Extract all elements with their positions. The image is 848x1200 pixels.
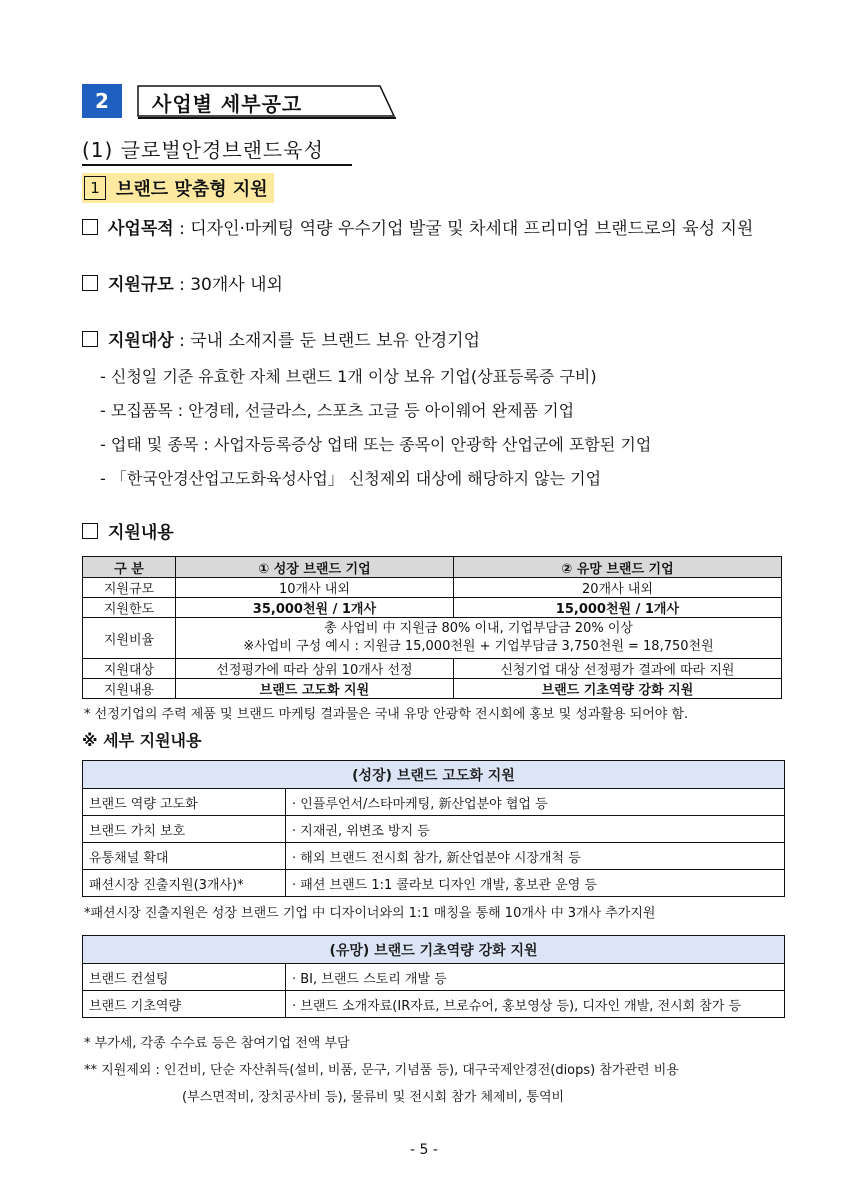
table-header: ② 유망 브랜드 기업 bbox=[453, 557, 781, 578]
cell-growth: 35,000천원 / 1개사 bbox=[176, 598, 454, 618]
table-header: 구 분 bbox=[83, 557, 176, 578]
target-bullet: - 업태 및 종목 : 사업자등록증상 업태 또는 종목이 안광학 산업군에 포함된 기업 bbox=[100, 435, 652, 454]
item-highlight bbox=[82, 173, 274, 203]
item-heading bbox=[82, 173, 274, 203]
table-row bbox=[83, 991, 785, 1018]
table-header-row bbox=[83, 761, 785, 789]
note-1: * 선정기업의 주력 제품 및 브랜드 마케팅 결과물은 국내 유망 안광학 전시회에 홍보 및 성과활용 되어야 함. bbox=[84, 707, 689, 722]
table-header: ① 성장 브랜드 기업 bbox=[176, 557, 454, 578]
page-number: - 5 - bbox=[410, 1142, 438, 1158]
table-row bbox=[83, 598, 782, 618]
checkbox-square-icon bbox=[82, 219, 98, 235]
cell-promising: 브랜드 기초역량 강화 지원 bbox=[453, 679, 781, 699]
row-label: 지원한도 bbox=[83, 598, 176, 618]
purpose-text: : 디자인·마케팅 역량 우수기업 발굴 및 차세대 프리미엄 브랜드로의 육성 지원 bbox=[173, 219, 754, 239]
table-header-row bbox=[83, 936, 785, 964]
purpose-label: 사업목적 bbox=[108, 219, 174, 239]
cell-promising: 20개사 내외 bbox=[453, 578, 781, 598]
row-label: 유통채널 확대 bbox=[83, 843, 286, 870]
table-row bbox=[83, 659, 782, 679]
target-bullet: - 신청일 기준 유효한 자체 브랜드 1개 이상 보유 기업(상표등록증 구비) bbox=[100, 367, 597, 386]
target-label: 지원대상 bbox=[108, 331, 174, 351]
table-row bbox=[83, 964, 785, 991]
checkbox-square-icon bbox=[82, 275, 98, 291]
scale-text: : 30개사 내외 bbox=[173, 275, 283, 295]
table-row bbox=[83, 843, 785, 870]
table-header-row bbox=[83, 557, 782, 578]
table-row bbox=[83, 578, 782, 598]
item-title: 브랜드 맞춤형 지원 bbox=[116, 179, 268, 200]
note-2: *패션시장 진출지원은 성장 브랜드 기업 中 디자이너와의 1:1 매칭을 통해 10개사 中 3개사 추가지원 bbox=[84, 906, 656, 921]
support-summary-table bbox=[82, 556, 782, 699]
target-text: : 국내 소재지를 둔 브랜드 보유 안경기업 bbox=[173, 331, 481, 351]
subtitle-underline bbox=[82, 164, 352, 166]
content-label: 지원내용 bbox=[108, 523, 174, 543]
cell-promising: 15,000천원 / 1개사 bbox=[453, 598, 781, 618]
row-desc: · 해외 브랜드 전시회 참가, 新산업분야 시장개척 등 bbox=[286, 843, 785, 870]
row-desc: · BI, 브랜드 스토리 개발 등 bbox=[286, 964, 785, 991]
purpose-line bbox=[82, 214, 753, 239]
scale-line bbox=[82, 270, 283, 295]
row-desc: · 지재권, 위변조 방지 등 bbox=[286, 816, 785, 843]
table-row bbox=[83, 816, 785, 843]
ratio-example: ※사업비 구성 예시 : 지원금 15,000천원 + 기업부담금 3,750천원 = 18,750천원 bbox=[243, 639, 714, 654]
ratio-line: 총 사업비 中 지원금 80% 이내, 기업부담금 20% 이상 bbox=[324, 621, 633, 636]
detail-title: ※ 세부 지원내용 bbox=[82, 731, 202, 750]
cell-ratio bbox=[176, 618, 782, 659]
content-line bbox=[82, 518, 174, 543]
row-label: 브랜드 컨설팅 bbox=[83, 964, 286, 991]
row-label: 지원규모 bbox=[83, 578, 176, 598]
section-number: 2 bbox=[82, 84, 122, 118]
target-line bbox=[82, 326, 480, 351]
section-title: 사업별 세부공고 bbox=[152, 92, 303, 116]
promising-detail-table bbox=[82, 935, 785, 1018]
note-4: ** 지원제외 : 인건비, 단순 자산취득(설비, 비품, 문구, 기념품 등), 대구국제안경전(diops) 참가관련 비용 bbox=[84, 1063, 679, 1078]
row-label: 브랜드 역량 고도화 bbox=[83, 789, 286, 816]
row-label: 패션시장 진출지원(3개사)* bbox=[83, 870, 286, 897]
row-desc: · 브랜드 소개자료(IR자료, 브로슈어, 홍보영상 등), 디자인 개발, 전시회 참가 등 bbox=[286, 991, 785, 1018]
table-row bbox=[83, 679, 782, 699]
row-label: 지원비율 bbox=[83, 618, 176, 659]
cell-promising: 신청기업 대상 선정평가 결과에 따라 지원 bbox=[453, 659, 781, 679]
checkbox-square-icon bbox=[82, 523, 98, 539]
row-desc: · 인플루언서/스타마케팅, 新산업분야 협업 등 bbox=[286, 789, 785, 816]
table-title: (성장) 브랜드 고도화 지원 bbox=[83, 761, 785, 789]
checkbox-square-icon bbox=[82, 331, 98, 347]
note-3: * 부가세, 각종 수수료 등은 참여기업 전액 부담 bbox=[84, 1036, 350, 1051]
cell-growth: 10개사 내외 bbox=[176, 578, 454, 598]
table-row bbox=[83, 870, 785, 897]
cell-growth: 브랜드 고도화 지원 bbox=[176, 679, 454, 699]
scale-label: 지원규모 bbox=[108, 275, 174, 295]
growth-detail-table bbox=[82, 760, 785, 897]
row-label: 지원내용 bbox=[83, 679, 176, 699]
row-desc: · 패션 브랜드 1:1 콜라보 디자인 개발, 홍보관 운영 등 bbox=[286, 870, 785, 897]
target-bullet: - 「한국안경산업고도화육성사업」 신청제외 대상에 해당하지 않는 기업 bbox=[100, 469, 602, 488]
table-title: (유망) 브랜드 기초역량 강화 지원 bbox=[83, 936, 785, 964]
table-row bbox=[83, 789, 785, 816]
note-5: (부스면적비, 장치공사비 등), 물류비 및 전시회 참가 체제비, 통역비 bbox=[182, 1090, 565, 1105]
table-row bbox=[83, 618, 782, 659]
item-number: 1 bbox=[84, 176, 106, 200]
row-label: 지원대상 bbox=[83, 659, 176, 679]
target-bullet: - 모집품목 : 안경테, 선글라스, 스포츠 고글 등 아이웨어 완제품 기업 bbox=[100, 401, 575, 420]
row-label: 브랜드 기초역량 bbox=[83, 991, 286, 1018]
section-title-box bbox=[136, 82, 396, 118]
cell-growth: 선정평가에 따라 상위 10개사 선정 bbox=[176, 659, 454, 679]
subtitle: (1) 글로벌안경브랜드육성 bbox=[82, 138, 324, 162]
row-label: 브랜드 가치 보호 bbox=[83, 816, 286, 843]
